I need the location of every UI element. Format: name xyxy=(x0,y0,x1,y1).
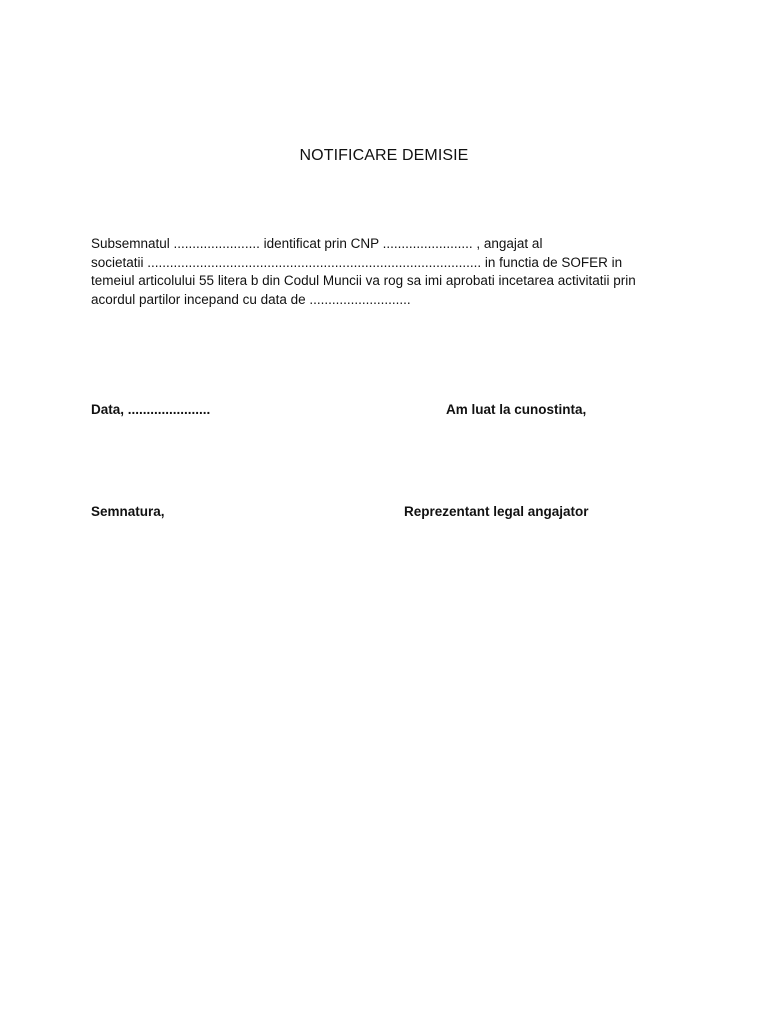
employer-representative-label: Reprezentant legal angajator xyxy=(404,504,589,519)
date-label: Data, ...................... xyxy=(91,402,211,417)
document-title: NOTIFICARE DEMISIE xyxy=(299,147,469,164)
acknowledgement-label: Am luat la cunostinta, xyxy=(446,402,587,417)
document-body xyxy=(91,235,671,309)
signature-label: Semnatura, xyxy=(91,504,165,519)
body-line: societatii ......................................................................................... in functia de SOFER in xyxy=(91,254,623,270)
body-line: acordul partilor incepand cu data de ........................... xyxy=(91,291,411,307)
body-line: Subsemnatul ....................... identificat prin CNP ........................ , angajat al xyxy=(91,236,543,251)
body-line: temeiul articolului 55 litera b din Codul Muncii va rog sa imi aprobati incetarea activitatii prin xyxy=(91,273,636,288)
